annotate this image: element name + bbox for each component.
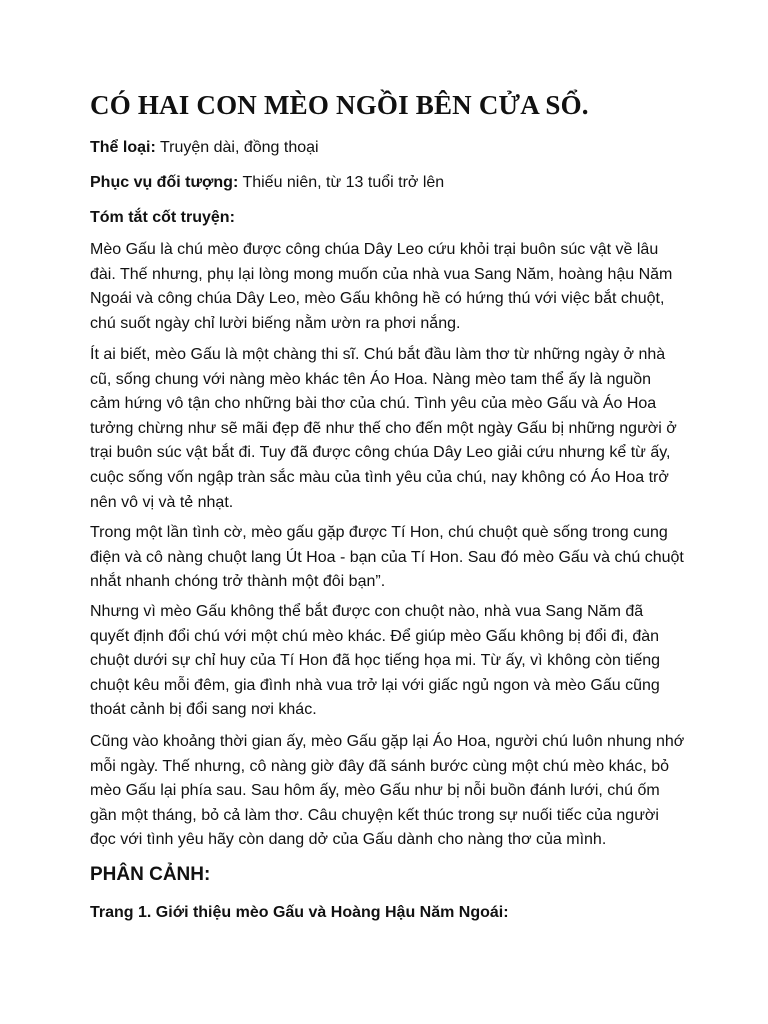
audience-line bbox=[90, 172, 444, 194]
genre-value: Truyện dài, đồng thoại bbox=[155, 139, 319, 156]
summary-paragraph-1 bbox=[90, 238, 710, 336]
genre-label: Thể loại: bbox=[90, 139, 156, 156]
paragraph-line: tưởng chừng như sẽ mãi đẹp đẽ như thế cho đến một ngày Gấu bị những người ở bbox=[90, 419, 677, 437]
paragraph-line: cuộc sống vốn ngập tràn sắc màu của tình yêu của chú, nay không có Áo Hoa trở bbox=[90, 468, 669, 486]
page-subheading: Trang 1. Giới thiệu mèo Gấu và Hoàng Hậu Năm Ngoái: bbox=[90, 904, 509, 921]
paragraph-line: Trong một lần tình cờ, mèo gấu gặp được Tí Hon, chú chuột què sống trong cung bbox=[90, 524, 668, 541]
paragraph-line: nên vô vị và tẻ nhạt. bbox=[90, 493, 234, 511]
paragraph-line: cảm hứng vô tận cho những bài thơ của chú. Tình yêu của mèo Gấu và Áo Hoa bbox=[90, 395, 657, 413]
paragraph-line: đài. Thế nhưng, phụ lại lòng mong muốn của nhà vua Sang Năm, hoàng hậu Năm bbox=[90, 265, 673, 283]
summary-paragraph-2 bbox=[90, 343, 710, 515]
paragraph-line: điện và cô nàng chuột lang Út Hoa - bạn của Tí Hon. Sau đó mèo Gấu và chú chuột bbox=[90, 548, 684, 566]
paragraph-line: quyết định đổi chú với một chú mèo khác. Để giúp mèo Gấu không bị đổi đi, đàn bbox=[90, 627, 660, 645]
paragraph-line: Ít ai biết, mèo Gấu là một chàng thi sĩ. Chú bắt đầu làm thơ từ những ngày ở nhà bbox=[90, 346, 666, 363]
paragraph-line: Cũng vào khoảng thời gian ấy, mèo Gấu gặp lại Áo Hoa, người chú luôn nhung nhớ bbox=[90, 733, 685, 750]
summary-paragraph-4 bbox=[90, 600, 710, 723]
paragraph-line: Mèo Gấu là chú mèo được công chúa Dây Leo cứu khỏi trại buôn súc vật về lâu bbox=[90, 241, 659, 258]
genre-line bbox=[90, 137, 319, 159]
audience-label: Phục vụ đối tượng: bbox=[90, 174, 239, 191]
paragraph-line: chuột kêu mỗi đêm, gia đình nhà vua trở lại với giấc ngủ ngon và mèo Gấu cũng bbox=[90, 676, 660, 694]
paragraph-line: Nhưng vì mèo Gấu không thể bắt được con chuột nào, nhà vua Sang Năm đã bbox=[90, 603, 644, 620]
summary-label: Tóm tắt cốt truyện: bbox=[90, 209, 235, 226]
paragraph-line: chú suốt ngày chỉ lười biếng nằm ườn ra phơi nắng. bbox=[90, 314, 461, 332]
paragraph-line: thoát cảnh bị đổi sang nơi khác. bbox=[90, 701, 317, 719]
paragraph-line: mèo Gấu lại phía sau. Sau hôm ấy, mèo Gấu như bị nỗi buồn đánh lưới, chú ốm bbox=[90, 782, 660, 800]
paragraph-line: đọc với tình yêu hãy còn dang dở của Gấu dành cho nàng thơ của mình. bbox=[90, 831, 607, 849]
paragraph-line: mỗi ngày. Thế nhưng, cô nàng giờ đây đã sánh bước cùng một chú mèo khác, bỏ bbox=[90, 757, 670, 775]
section-heading: PHÂN CẢNH: bbox=[90, 864, 211, 885]
summary-paragraph-3 bbox=[90, 521, 710, 595]
paragraph-line: chuột dưới sự chỉ huy của Tí Hon đã học tiếng họa mi. Từ ấy, vì không còn tiếng bbox=[90, 652, 661, 670]
paragraph-line: trại buôn súc vật bắt đi. Tuy đã được công chúa Dây Leo giải cứu nhưng kể từ ấy, bbox=[90, 444, 671, 462]
paragraph-line: Ngoái và công chúa Dây Leo, mèo Gấu không hề có hứng thú với việc bắt chuột, bbox=[90, 290, 665, 308]
document-title: CÓ HAI CON MÈO NGỒI BÊN CỬA SỔ. bbox=[90, 90, 589, 120]
audience-value: Thiếu niên, từ 13 tuổi trở lên bbox=[238, 174, 445, 191]
summary-paragraph-5 bbox=[90, 730, 710, 853]
paragraph-line: nhắt nhanh chóng trở thành một đôi bạn”. bbox=[90, 573, 386, 591]
paragraph-line: gần một tháng, bỏ cả làm thơ. Câu chuyện kết thúc trong sự nuối tiếc của người bbox=[90, 806, 659, 824]
paragraph-line: cũ, sống chung với nàng mèo khác tên Áo Hoa. Nàng mèo tam thể ấy là nguồn bbox=[90, 370, 652, 388]
